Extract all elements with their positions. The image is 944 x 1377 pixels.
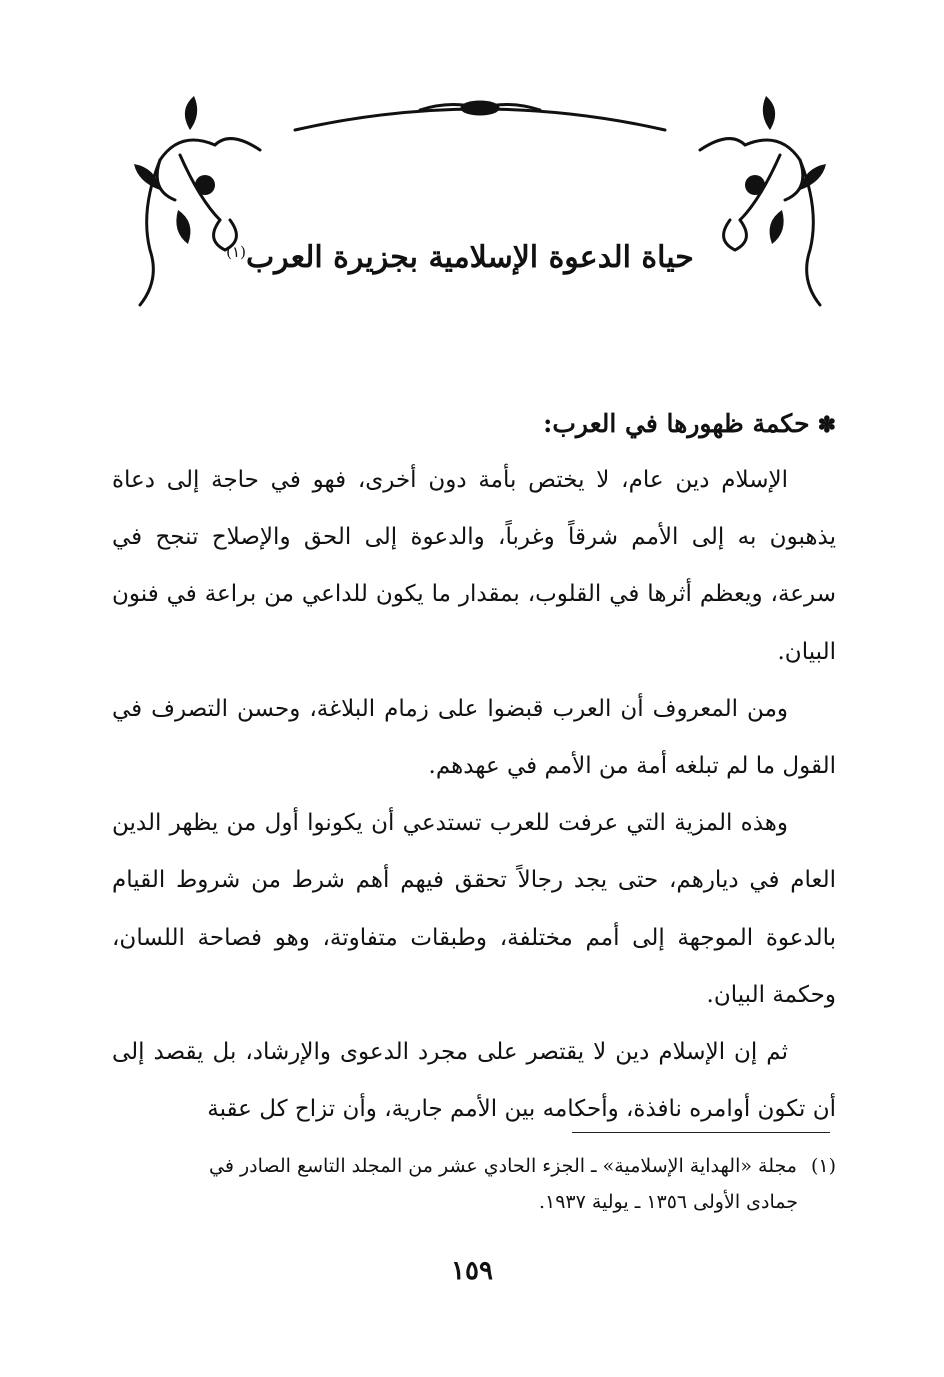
star-icon: ✽ — [817, 412, 836, 438]
footnote-line-1: مجلة «الهداية الإسلامية» ـ الجزء الحادي عشر من المجلد التاسع الصادر في — [209, 1155, 797, 1177]
section-heading-text: حكمة ظهورها في العرب: — [543, 409, 810, 438]
paragraph: ثم إن الإسلام دين لا يقتصر على مجرد الدعوى والإرشاد، بل يقصد إلى أن تكون أوامره نافذة، وأحكامه بين الأمم جارية، وأن تزاح كل عقبة — [112, 1039, 836, 1123]
chapter-title — [180, 236, 740, 280]
footnote-line-2: جمادى الأولى ١٣٥٦ ـ يولية ١٩٣٧. — [538, 1191, 798, 1213]
title-footnote-ref: (١) — [226, 243, 246, 261]
footnote — [112, 1148, 836, 1220]
footnote-number: (١) — [810, 1155, 836, 1177]
footnote-divider — [572, 1132, 830, 1133]
page-number: ١٥٩ — [451, 1256, 493, 1286]
paragraph: وهذه المزية التي عرفت للعرب تستدعي أن يكونوا أول من يظهر الدين العام في ديارهم، حتى يجد رجالاً تحقق فيهم أهم شرط من شروط القيام بالدعوة الموجهة إلى أمم مختلفة، وطبقات متفاوتة، وهو فصاحة اللسان، وحكمة البيان. — [112, 810, 836, 1008]
paragraph: ومن المعروف أن العرب قبضوا على زمام البلاغة، وحسن التصرف في القول ما لم تبلغه أمة من الأمم في عهدهم. — [112, 695, 836, 780]
body-text — [112, 452, 836, 1138]
chapter-title-text: حياة الدعوة الإسلامية بجزيرة العرب — [245, 240, 694, 275]
paragraph: الإسلام دين عام، لا يختص بأمة دون أخرى، فهو في حاجة إلى دعاة يذهبون به إلى الأمم شرقاً وغرباً، والدعوة إلى الحق والإصلاح تنجح في سرعة، ويعظم أثرها في القلوب، بمقدار ما يكون للداعي من براعة في فنون البيان. — [112, 467, 836, 665]
section-heading — [116, 404, 836, 445]
